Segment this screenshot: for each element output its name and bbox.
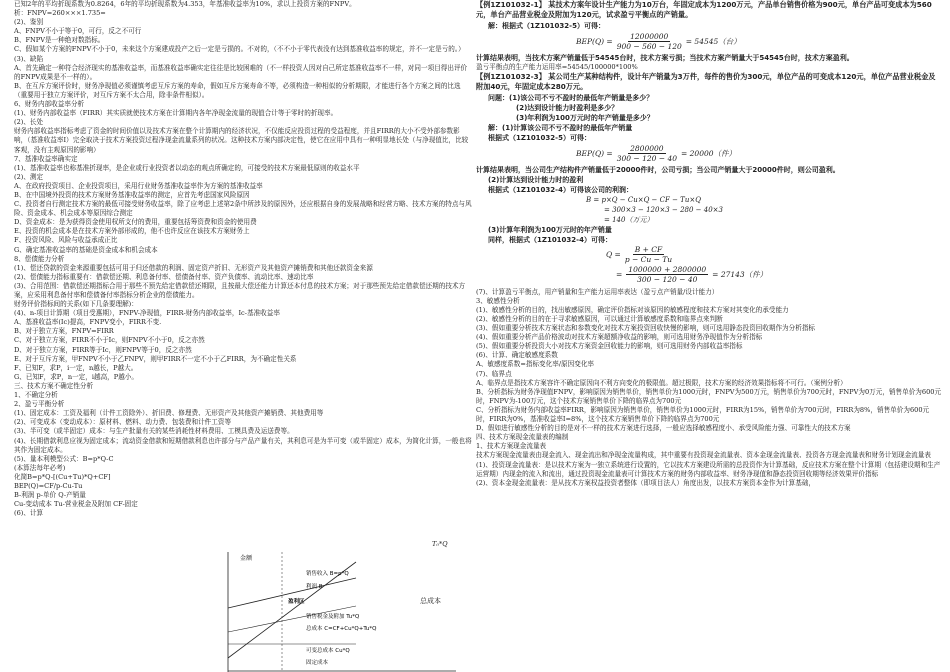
- example-2-a1b: 根据式（1Z101032-5）可得：: [488, 133, 591, 142]
- right-text-line: 四、技术方案现金流量表的编制: [476, 433, 569, 442]
- left-text-line: B、在中国境外投资的技术方案财务基准收益率的测定，应首先考虑国家风险原因: [14, 190, 250, 199]
- example-1-formula: [476, 31, 942, 53]
- left-text-line: E、对于互斥方案，甲FNPV不小于乙FNPV，则甲FIRR不一定不小于乙FIRR，为不确定性关系: [14, 354, 297, 363]
- left-text-line: C、投资者自行测定技术方案的最低可接受财务收益率，除了应考虑上述第2条中所涉及的原因外，还应根据自身的发展战略和经营方略、技术方案的特点与风险、资金成本、机会成本等原因综合测定: [14, 200, 472, 218]
- numerator: 2800000: [630, 144, 664, 154]
- breakeven-chart: [206, 548, 456, 672]
- example-2-q1: 问题：(1)该公司不亏不盈时的最低年产销量是多少？: [488, 93, 654, 102]
- left-text-line: (1)、偿还贷款的资金来源重要包括可用于归还借款的利润、固定资产折旧、无形资产及其他资产摊销费和其他还款资金来源: [14, 263, 373, 272]
- q-formula: [476, 245, 942, 265]
- right-text-line: (2)、资本金现金流量表：是从技术方案权益投资者整体（即项目法人）角度出发，以技术方案资本金作为计算基础，: [476, 478, 816, 487]
- bep-label: BEP(Q) =: [576, 37, 613, 47]
- left-text-line: (3)、半可变（或半固定）成本：与生产批量有关的某些消耗性材料费用、工模具费及运送费等。: [14, 427, 294, 436]
- calc-line-2: = 300×3 − 120×3 − 280 − 40×3: [604, 205, 723, 214]
- fraction: [625, 245, 672, 264]
- right-text-line: A、临界点是指技术方案容许不确定原因向不利方向变化的极限值。超过极限，技术方案的经济效果指标将不可行。（案例分析）: [476, 378, 847, 387]
- example-2-a1: 解：(1)计算该公司不亏不盈时的最低年产销量: [488, 123, 633, 132]
- left-text-line: F、已知F，求P，i一定，n越长，P越大。: [14, 363, 138, 372]
- denominator: 300 − 120 − 40: [616, 154, 677, 164]
- left-text-line: (6)、计算: [14, 509, 44, 518]
- example-2-a3b: 同样，根据式（1Z101032-4）可得：: [488, 235, 612, 244]
- left-text-line: A、在政府投资项目、企业投资项目，采用行业财务基准收益率作为方案的基准收益率: [14, 181, 263, 190]
- left-text-line: 化简B=p*Q-[(Cu+Tu)*Q+CF]: [14, 472, 111, 481]
- fraction: [617, 144, 677, 163]
- example-2-a2b: 根据式（1Z101032-4）可得该公司的利润：: [488, 185, 633, 194]
- right-text-line: 技术方案现金流量表由现金流入、现金流出和净现金流量构成，其中重要有投资现金流量表、资本金现金流量表、投资各方现金流量表和财务计划现金流量表: [476, 451, 931, 460]
- chart-label-tax: 销售税金及附加 Tu*Q: [306, 614, 360, 620]
- right-text-line: D、假如进行敏感性分析的目的是对不一样的技术方案进行选择，一般应选择敏感程度小、承受风险能力强、可靠性大的技术方案: [476, 424, 851, 433]
- denominator: p − Cu − Tu: [624, 255, 673, 265]
- right-text-line: A、敏感度系数=指标变化率/原因变化率: [476, 360, 595, 369]
- left-text-line: A、首先确定一种符合经济现实的基准收益率，而基准收益率确实定往往是比较困难的（不一样投资人因对自己所定基准收益率不一样，对同一项目得出评价的FNPV成果是不一样的）。: [14, 63, 468, 81]
- result: = 54545（台）: [685, 37, 741, 47]
- numerator: 12000000: [630, 32, 669, 42]
- chart-label-fixed-cost: 固定成本: [306, 660, 329, 666]
- tq-label: T₀*Q: [432, 540, 448, 548]
- left-text-line: 财务评价指标间的关系(如下几条要理解)：: [14, 300, 138, 309]
- example-2-conclusion: 计算结果表明，当公司生产结构件产销量低于20000件时，公司亏损；当公司产销量大于20000件时，则公司盈利。: [476, 165, 840, 174]
- left-text-line: (2)、鉴别: [14, 18, 44, 27]
- right-text-line: B、分析指标为财务净现值FNPV，影响原因为销售单价，销售单价为1000元时，FNPV为500万元，销售单价为700元时，FNPV为0万元，销售单价为600元时，FNPV为-100万元，这个技术方案销售单价下降的临界点为700元: [476, 387, 942, 405]
- q-label: Q =: [606, 250, 621, 260]
- chart-right-label: 总成本: [420, 597, 441, 605]
- left-text-line: (2)、偿债能力指标重要有：借款偿还期、利息备付率、偿债备付率、资产负债率、流动比率、速动比率: [14, 272, 314, 281]
- left-text-line: 三、技术方案不确定性分析: [14, 381, 94, 390]
- example-1-title: 【例1Z101032-1】 某技术方案年设计生产能力为10万台，年固定成本为1200万元，产品单台销售价格为900元，单台产品可变成本为560元，单台产品营业税金及附加为120元，试求盈亏平衡点的产销量。: [476, 0, 932, 20]
- right-text-line: (5)、假如重要分析投资大小对技术方案资金回收能力的影响，则可选用财务内部收益率指标: [476, 342, 743, 351]
- left-text-line: (本算法每年必考): [14, 463, 66, 472]
- chart-left-label: 金额: [240, 555, 253, 562]
- left-text-line: B-利润 p-单价 Q-产销量: [14, 491, 86, 500]
- example-2-title: 【例1Z101032-3】 某公司生产某种结构件，设计年产销量为3万件，每件的售价为300元，单位产品的可变成本120元，单位产品营业税金及附加40元，年固定成本280万元。: [476, 71, 936, 92]
- left-text-line: C、对于独立方案，FIRR不小于Ic，则FNPV不小于0，反之亦然: [14, 336, 205, 345]
- left-text-line: D、对于独立方案，FIRR等于Ic，则FNPV等于0，反之亦然: [14, 345, 192, 354]
- left-text-line: (1)、固定成本：工资及福利（计件工资除外）、折旧费、修理费、无形资产及其他资产摊销费、其他费用等: [14, 409, 324, 418]
- left-text-line: (2)、可变成本（变动成本）：原材料、燃料、动力费、包装费和计件工资等: [14, 418, 232, 427]
- calc-line-1: B = p×Q − Cu×Q − CF − Tu×Q: [586, 195, 701, 204]
- left-text-line: (1)、财务内部收益率（FIRR）其实质就使技术方案在计算期内各年净现金流量的现值合计等于零时的折现率。: [14, 109, 338, 118]
- bep-label: BEP(Q) =: [576, 149, 613, 159]
- left-text-line: C、假如某个方案的FNPV不小于0，未来这个方案建成投产之后一定是亏损的。不对的，（不不小于零代表没有达到基准收益率的规定，并不一定是亏的。）: [14, 45, 465, 54]
- left-text-line: (2)、测定: [14, 172, 44, 181]
- left-text-line: (3)、缺陷: [14, 54, 44, 63]
- right-text-line: (3)、假如重要分析技术方案状态和参数变化对技术方案投资回收快慢的影响，则可选用静态投资回收期作为分析指标: [476, 324, 816, 333]
- left-text-line: E、投资的机会成本是在技术方案外部形成的，他不也许反应在该技术方案财务上: [14, 227, 250, 236]
- left-text-line: Cu-变动成本 Tu-营业税金及附加 CF-固定: [14, 500, 138, 509]
- left-text-line: 2、盈亏平衡分析: [14, 400, 65, 409]
- left-text-line: 已知2年的平均折现系数为0.8264，6年的平均折现系数为4.353，年基准收益率为10%，求以上投资方案的FNPV。: [14, 0, 356, 8]
- chart-label-profit-zone: 盈利区: [288, 599, 305, 605]
- chart-label-total-cost: 总成本 C=CF+Cu*Q+Tu*Q: [306, 626, 377, 632]
- left-text-line: D、资金成本：是为获得资金使用权所支付的费用，重要包括筹资费和资金的使用费: [14, 218, 257, 227]
- right-text-line: (2)、敏感性分析的目的在于寻求敏感原因，可以通过计算敏感度系数和临界点来判断: [476, 315, 723, 323]
- right-text-line: (7)、计算盈亏平衡点，用产销量和生产能力运用率表达（盈亏点产销量/设计能力）: [476, 287, 719, 296]
- right-text-line: C、分析指标为财务内部收益率FIRR，影响原因为销售单价，销售单价为1000元时，FIRR为15%，销售单价为700元时，FIRR为8%，销售单价为600元时，FIRR为0%，基准收益率I=8%，这个技术方案销售单价下降的临界点为700元: [476, 405, 930, 424]
- left-text-line: (2)、长处: [14, 118, 44, 127]
- left-text-line: A、FNPV不小于等于0，可行，反之不可行: [14, 27, 142, 36]
- equals-sign: =: [616, 270, 623, 280]
- right-text-line: (7)、临界点: [476, 369, 512, 378]
- right-text-block: [476, 288, 942, 488]
- left-text-line: (3)、合用范围：借款偿还期指标合用于那些不预先给定借款偿还期限，且按最大偿还能力计算还本付息的技术方案；对于那些预先给定借款偿还期的技术方案，应采用利息备付率和偿债备付率指标分析企业的偿债能力。: [14, 281, 466, 299]
- left-text-line: F、投资风险、风险与收益承成正比: [14, 236, 118, 245]
- right-text-line: (1)、投资现金流量表：是以技术方案为一独立系统进行设置的，它以技术方案建设所需的总投资作为计算基础，反应技术方案在整个计算期（包括建设期和生产运营期）内现金的流入和流出，通过投资现金流量表可计算技术方案的财务内部收益率、财务净现值和静态投资回收期等经济效果评价指标: [476, 460, 941, 478]
- left-text-line: B、对于独立方案，FNPV=FIRR: [14, 327, 114, 336]
- left-text-line: 6、财务内部收益率分析: [14, 100, 85, 109]
- left-text-line: BEP(Q)=CF/p-Cu-Tu: [14, 481, 83, 490]
- right-text-line: (6)、计算、确定敏感度系数: [476, 351, 558, 360]
- right-text-line: (4)、假如重要分析产品价格波动对技术方案超额净收益的影响，则可选用财务净现值作为分析指标: [476, 333, 763, 342]
- left-text-line: 7、基准收益率确实定: [14, 154, 78, 163]
- left-text-line: (4)、n-项目计算期（项目受惠期），FNPV-净现值，FIRR-财务内部收益率，Ic-基准收益率: [14, 309, 280, 318]
- example-2-formula: [476, 143, 942, 165]
- example-2-q2: (2)达到设计能力时盈利是多少？: [516, 103, 619, 112]
- right-text-line: (1)、敏感性分析的目的，找出敏感原因，确定评价指标对该原因的敏感程度和技术方案对其变化的承受能力: [476, 305, 789, 314]
- left-text-line: G、确定基准收益率的基础是资金成本和机会成本: [14, 245, 158, 254]
- q-formula-2: [476, 265, 942, 285]
- result: = 20000（件）: [680, 149, 737, 159]
- example-2-a3: (3)计算年利润为100万元时的年产销量: [488, 225, 612, 234]
- left-column: [14, 0, 472, 518]
- left-text-line: A、基准收益率(Ic)提高，FNPV变小，FIRR不变.: [14, 318, 162, 327]
- denominator: 900 − 560 − 120: [616, 42, 682, 52]
- left-text-line: (1)、基准收益率也称基准折现率，是企业或行业投资者以动态的观点所确定的，可接受的技术方案最低原则的收益水平: [14, 163, 360, 172]
- left-text-line: G、已知F，求P，n一定，i越高，P越小。: [14, 372, 138, 381]
- example-1-conclusion: 计算结果表明，当技术方案产销量低于54545台时，技术方案亏损；当技术方案产销量大于54545台时，技术方案盈利。: [476, 53, 854, 62]
- example-1-solve: 解：根据式（1Z101032-5）可得：: [488, 21, 605, 30]
- right-text-line: 3、敏感性分析: [476, 296, 520, 305]
- chart-label-profit: 利润 B: [306, 584, 323, 590]
- fraction: [617, 32, 682, 51]
- left-text-line: B、在互斥方案评价时，财务净现值必须谨慎考虑互斥方案的寿命，假如互斥方案寿命不等，必须构造一种相似的分析期限，才能进行各个方案之间的比选（重要用于独立方案评价，对互斥方案不太合用，除非条件相似）。: [14, 81, 461, 99]
- left-text-line: 8、偿债能力分析: [14, 254, 65, 263]
- example-2-q3: (3)年利润为100万元时的年产销量是多少？: [516, 113, 654, 122]
- right-text-line: 1、技术方案现金流量表: [476, 442, 547, 451]
- chart-label-revenue: 销售收入 B=p*Q: [306, 571, 349, 577]
- calc-line-3: = 140（万元）: [604, 215, 654, 224]
- example-2-a2: (2)计算达到设计能力时的盈利: [488, 175, 584, 184]
- fraction: [626, 265, 708, 284]
- left-text-line: (5)、量本利模型公式：B=p*Q-C: [14, 454, 114, 463]
- chart-label-variable-cost: 可变总成本 Cu*Q: [306, 648, 350, 654]
- left-text-line: 析：FNPV=260×××1.735=: [14, 9, 106, 18]
- right-column: [476, 0, 942, 488]
- denominator: 300 − 120 − 40: [637, 275, 698, 285]
- left-text-line: (4)、长期借款利息应视为固定成本；流动资金借款和短期借款利息也许部分与产品产量有关，其利息可是为半可变（或半固定）成本，为简化计算，一般也将其作为固定成本。: [14, 436, 472, 454]
- result: = 27143（件）: [712, 270, 768, 280]
- left-text-line: 财务内部收益率指标考虑了资金的时间价值以及技术方案在整个计算期内的经济状况，不仅能反应投资过程的受益程度，并且FIRR的大小不受外部参数影响，（基准收益率I）完全取决于技术方案投资过程净现金流量系列的状况。这种技术方案内部决定性，使它在应用中具有一种明显地长处（与净现值比，比较客观，没有主观原因的影响）: [14, 127, 469, 154]
- left-text-line: B、FNPV是一种绝对数指标。: [14, 36, 105, 45]
- numerator: B + CF: [634, 245, 663, 255]
- numerator: 1000000 + 2800000: [628, 265, 707, 275]
- left-text-line: 1、不确定分析: [14, 391, 58, 400]
- example-1-rate: 盈亏平衡点的生产能力运用率=54545/100000*100%: [476, 62, 638, 71]
